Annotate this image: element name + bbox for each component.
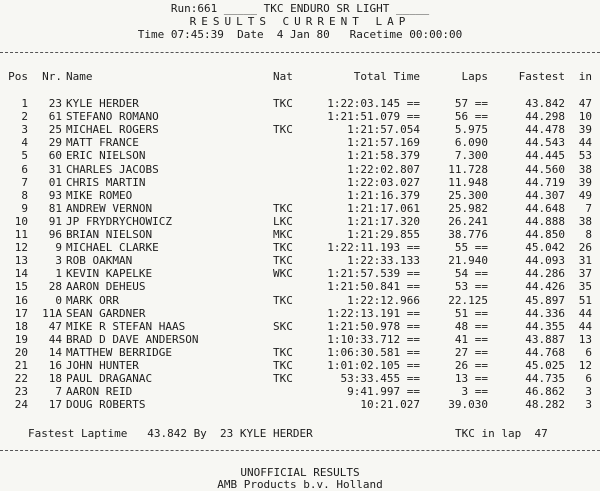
row-laps: 13 == xyxy=(454,372,488,386)
row-total-time: 1:22:02.807 xyxy=(347,162,420,176)
row-laps: 11.948 xyxy=(448,175,488,189)
row-name: DOUG ROBERTS xyxy=(66,398,146,412)
row-laps: 53 == xyxy=(454,280,488,294)
row-total-time: 1:22:03.027 xyxy=(347,175,420,189)
table-row xyxy=(0,267,600,280)
row-laps: 25.982 xyxy=(448,201,488,215)
row-fastest: 44.719 xyxy=(525,175,565,189)
row-pos: 24 xyxy=(14,398,28,412)
table-row xyxy=(0,149,600,162)
row-pos: 20 xyxy=(14,345,28,359)
table-row xyxy=(0,385,600,398)
table-row xyxy=(0,398,600,411)
row-name: KYLE HERDER xyxy=(66,97,139,110)
row-fastest: 45.042 xyxy=(525,241,565,255)
row-pos: 13 xyxy=(14,254,28,268)
table-row xyxy=(0,254,600,267)
row-fastest: 44.445 xyxy=(525,149,565,163)
row-number: 93 xyxy=(48,188,62,202)
row-in-lap: 38 xyxy=(578,162,592,176)
row-total-time: 1:22:33.133 xyxy=(347,254,420,268)
row-pos: 22 xyxy=(14,372,28,386)
row-fastest: 43.887 xyxy=(525,332,565,346)
row-number: 0 xyxy=(55,293,62,307)
row-pos: 15 xyxy=(14,280,28,294)
row-nat: SKC xyxy=(273,319,293,333)
table-row xyxy=(0,136,600,149)
row-laps: 48 == xyxy=(454,319,488,333)
row-nat: TKC xyxy=(273,372,293,386)
row-number: 7 xyxy=(55,385,62,399)
row-pos: 17 xyxy=(14,306,28,320)
vendor-label: AMB Products b.v. Holland xyxy=(217,478,383,491)
column-headers xyxy=(0,70,600,83)
row-fastest: 44.543 xyxy=(525,136,565,150)
table-row xyxy=(0,189,600,202)
row-name: MICHAEL CLARKE xyxy=(66,241,159,255)
row-total-time: 1:10:33.712 == xyxy=(327,332,420,346)
row-number: 81 xyxy=(48,201,62,215)
row-number: 1 xyxy=(55,267,62,281)
row-total-time: 10:21.027 xyxy=(360,398,420,412)
row-pos: 2 xyxy=(21,110,28,124)
row-in-lap: 37 xyxy=(578,267,592,281)
table-row xyxy=(0,123,600,136)
row-laps: 7.300 xyxy=(454,149,488,163)
row-in-lap: 51 xyxy=(578,293,592,307)
col-laps: Laps xyxy=(461,70,488,83)
table-row xyxy=(0,215,600,228)
bottom-divider xyxy=(0,450,600,451)
row-number: 28 xyxy=(48,280,62,294)
row-name: AARON DEHEUS xyxy=(66,280,146,294)
row-total-time: 1:22:03.145 == xyxy=(327,97,420,110)
row-number: 25 xyxy=(48,123,62,137)
row-fastest: 44.768 xyxy=(525,345,565,359)
row-in-lap: 12 xyxy=(578,359,592,372)
fastest-laptime: Fastest Laptime 43.842 By 23 KYLE HERDER xyxy=(28,427,313,440)
unofficial-results-label: UNOFFICIAL RESULTS xyxy=(240,466,360,479)
row-laps: 41 == xyxy=(454,332,488,346)
row-pos: 16 xyxy=(14,293,28,307)
table-row xyxy=(0,176,600,189)
row-total-time: 1:06:30.581 == xyxy=(327,345,420,359)
row-laps: 26 == xyxy=(454,359,488,372)
row-laps: 21.940 xyxy=(448,254,488,268)
row-in-lap: 8 xyxy=(585,228,592,241)
row-name: MATT FRANCE xyxy=(66,136,139,150)
row-in-lap: 53 xyxy=(578,149,592,163)
row-in-lap: 47 xyxy=(578,97,592,110)
row-name: AARON REID xyxy=(66,385,133,399)
row-laps: 3 == xyxy=(461,385,488,399)
row-fastest: 44.336 xyxy=(525,306,565,320)
row-in-lap: 6 xyxy=(585,345,592,359)
table-row xyxy=(0,294,600,307)
col-name: Name xyxy=(66,70,93,83)
row-total-time: 1:22:13.191 == xyxy=(327,306,420,320)
col-total-time: Total Time xyxy=(353,70,420,83)
row-pos: 7 xyxy=(21,175,28,189)
row-laps: 5.975 xyxy=(454,123,488,137)
row-fastest: 44.426 xyxy=(525,280,565,294)
row-number: 91 xyxy=(48,214,62,228)
row-fastest: 44.888 xyxy=(525,214,565,228)
row-nat: TKC xyxy=(273,123,293,137)
table-row xyxy=(0,346,600,359)
row-number: 29 xyxy=(48,136,62,150)
row-pos: 12 xyxy=(14,241,28,255)
row-pos: 6 xyxy=(21,162,28,176)
row-fastest: 46.862 xyxy=(525,385,565,399)
row-pos: 19 xyxy=(14,332,28,346)
row-number: 44 xyxy=(48,332,62,346)
row-pos: 9 xyxy=(21,201,28,215)
row-nat: TKC xyxy=(273,97,293,110)
row-name: MATTHEW BERRIDGE xyxy=(66,345,172,359)
table-row xyxy=(0,372,600,385)
row-in-lap: 35 xyxy=(578,280,592,294)
table-row xyxy=(0,241,600,254)
row-in-lap: 38 xyxy=(578,214,592,228)
row-nat: TKC xyxy=(273,345,293,359)
row-fastest: 44.355 xyxy=(525,319,565,333)
row-number: 17 xyxy=(48,398,62,412)
row-in-lap: 10 xyxy=(578,110,592,124)
table-row xyxy=(0,359,600,372)
col-fastest: Fastest xyxy=(518,70,565,83)
row-name: STEFANO ROMANO xyxy=(66,110,159,124)
row-total-time: 1:21:58.379 xyxy=(347,149,420,163)
row-number: 16 xyxy=(48,359,62,372)
table-row xyxy=(0,97,600,110)
row-total-time: 1:21:17.320 xyxy=(347,214,420,228)
row-laps: 51 == xyxy=(454,306,488,320)
row-name: MICHAEL ROGERS xyxy=(66,123,159,137)
row-laps: 25.300 xyxy=(448,188,488,202)
row-pos: 23 xyxy=(14,385,28,399)
row-fastest: 44.286 xyxy=(525,267,565,281)
row-pos: 18 xyxy=(14,319,28,333)
row-fastest: 45.897 xyxy=(525,293,565,307)
row-name: MARK ORR xyxy=(66,293,119,307)
row-total-time: 1:21:57.539 == xyxy=(327,267,420,281)
row-name: BRAD D DAVE ANDERSON xyxy=(66,332,199,346)
row-total-time: 1:21:57.169 xyxy=(347,136,420,150)
row-pos: 11 xyxy=(14,228,28,241)
row-in-lap: 3 xyxy=(585,385,592,399)
row-laps: 38.776 xyxy=(448,228,488,241)
time-date-line: Time 07:45:39 Date 4 Jan 80 Racetime 00:00:00 xyxy=(137,28,463,41)
row-number: 23 xyxy=(48,97,62,110)
row-fastest: 44.560 xyxy=(525,162,565,176)
table-row xyxy=(0,320,600,333)
col-nr: Nr. xyxy=(42,70,62,83)
row-number: 31 xyxy=(48,162,62,176)
table-row xyxy=(0,163,600,176)
row-name: CHARLES JACOBS xyxy=(66,162,159,176)
row-fastest: 44.735 xyxy=(525,372,565,386)
row-nat: TKC xyxy=(273,254,293,268)
row-total-time: 1:21:16.379 xyxy=(347,188,420,202)
row-in-lap: 6 xyxy=(585,372,592,386)
row-nat: TKC xyxy=(273,293,293,307)
row-total-time: 1:21:29.855 xyxy=(347,228,420,241)
row-total-time: 1:22:11.193 == xyxy=(327,241,420,255)
col-in: in xyxy=(578,70,592,83)
row-number: 11A xyxy=(42,306,62,320)
row-name: BRIAN NIELSON xyxy=(66,228,153,241)
row-in-lap: 7 xyxy=(585,201,592,215)
row-total-time: 1:01:02.105 == xyxy=(327,359,420,372)
row-pos: 3 xyxy=(21,123,28,137)
row-fastest: 48.282 xyxy=(525,398,565,412)
row-pos: 8 xyxy=(21,188,28,202)
tkc-in-lap: TKC in lap 47 xyxy=(455,427,548,440)
row-in-lap: 44 xyxy=(578,319,592,333)
row-number: 01 xyxy=(48,175,62,189)
col-pos: Pos xyxy=(8,70,28,83)
row-number: 61 xyxy=(48,110,62,124)
results-heading: RESULTS CURRENT LAP xyxy=(189,15,411,28)
row-total-time: 1:21:51.079 == xyxy=(327,110,420,124)
row-number: 3 xyxy=(55,254,62,268)
row-laps: 27 == xyxy=(454,345,488,359)
row-name: KEVIN KAPELKE xyxy=(66,267,153,281)
row-name: JOHN HUNTER xyxy=(66,359,139,372)
row-nat: LKC xyxy=(273,214,293,228)
table-row xyxy=(0,228,600,241)
row-name: ANDREW VERNON xyxy=(66,201,153,215)
row-pos: 21 xyxy=(14,359,28,372)
row-name: ERIC NIELSON xyxy=(66,149,146,163)
fastest-laptime-line xyxy=(0,427,600,440)
row-pos: 4 xyxy=(21,136,28,150)
row-in-lap: 31 xyxy=(578,254,592,268)
row-in-lap: 44 xyxy=(578,136,592,150)
row-number: 96 xyxy=(48,228,62,241)
row-pos: 1 xyxy=(21,97,28,110)
row-fastest: 44.298 xyxy=(525,110,565,124)
row-fastest: 44.307 xyxy=(525,188,565,202)
row-in-lap: 3 xyxy=(585,398,592,412)
row-fastest: 43.842 xyxy=(525,97,565,110)
row-number: 18 xyxy=(48,372,62,386)
row-laps: 39.030 xyxy=(448,398,488,412)
row-number: 14 xyxy=(48,345,62,359)
row-laps: 26.241 xyxy=(448,214,488,228)
row-in-lap: 39 xyxy=(578,123,592,137)
row-pos: 14 xyxy=(14,267,28,281)
table-row xyxy=(0,333,600,346)
row-laps: 11.728 xyxy=(448,162,488,176)
row-name: MIKE ROMEO xyxy=(66,188,133,202)
row-total-time: 1:21:17.061 xyxy=(347,201,420,215)
row-total-time: 1:21:50.841 == xyxy=(327,280,420,294)
table-row xyxy=(0,202,600,215)
row-nat: WKC xyxy=(273,267,293,281)
row-fastest: 44.093 xyxy=(525,254,565,268)
col-nat: Nat xyxy=(273,70,293,83)
row-number: 60 xyxy=(48,149,62,163)
row-nat: TKC xyxy=(273,359,293,372)
row-nat: TKC xyxy=(273,201,293,215)
row-in-lap: 39 xyxy=(578,175,592,189)
row-in-lap: 49 xyxy=(578,188,592,202)
row-number: 47 xyxy=(48,319,62,333)
row-in-lap: 44 xyxy=(578,306,592,320)
row-name: ROB OAKMAN xyxy=(66,254,133,268)
row-in-lap: 13 xyxy=(578,332,592,346)
row-fastest: 45.025 xyxy=(525,359,565,372)
table-row xyxy=(0,280,600,293)
row-in-lap: 26 xyxy=(578,241,592,255)
row-laps: 56 == xyxy=(454,110,488,124)
row-laps: 22.125 xyxy=(448,293,488,307)
row-total-time: 1:21:50.978 == xyxy=(327,319,420,333)
row-name: MIKE R STEFAN HAAS xyxy=(66,319,186,333)
row-total-time: 9:41.997 == xyxy=(347,385,420,399)
table-row xyxy=(0,307,600,320)
row-nat: TKC xyxy=(273,241,293,255)
row-name: CHRIS MARTIN xyxy=(66,175,146,189)
row-fastest: 44.478 xyxy=(525,123,565,137)
row-nat: MKC xyxy=(273,228,293,241)
row-total-time: 53:33.455 == xyxy=(340,372,420,386)
row-total-time: 1:21:57.054 xyxy=(347,123,420,137)
row-name: JP FRYDRYCHOWICZ xyxy=(66,214,172,228)
row-pos: 10 xyxy=(14,214,28,228)
top-divider xyxy=(0,52,600,53)
row-laps: 54 == xyxy=(454,267,488,281)
row-total-time: 1:22:12.966 xyxy=(347,293,420,307)
row-number: 9 xyxy=(55,241,62,255)
row-fastest: 44.648 xyxy=(525,201,565,215)
row-pos: 5 xyxy=(21,149,28,163)
row-laps: 55 == xyxy=(454,241,488,255)
row-fastest: 44.850 xyxy=(525,228,565,241)
row-name: SEAN GARDNER xyxy=(66,306,146,320)
table-row xyxy=(0,110,600,123)
row-laps: 6.090 xyxy=(454,136,488,150)
row-name: PAUL DRAGANAC xyxy=(66,372,153,386)
run-title: Run:661 _____ TKC ENDURO SR LIGHT _____ xyxy=(170,2,430,15)
row-laps: 57 == xyxy=(454,97,488,110)
